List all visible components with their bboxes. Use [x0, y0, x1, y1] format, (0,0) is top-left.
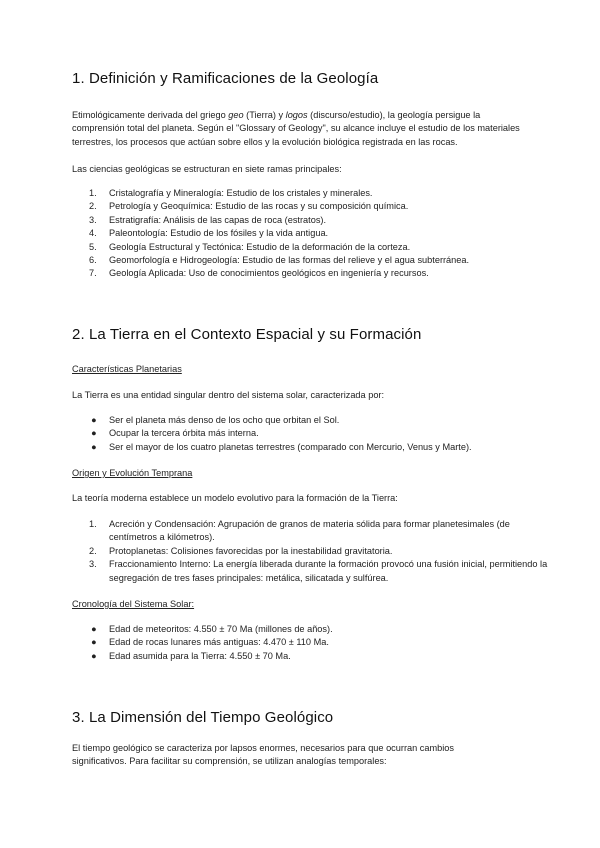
- list-item: [72, 267, 532, 280]
- list-text: Edad asumida para la Tierra: 4.550 ± 70 Ma.: [109, 650, 291, 661]
- list-number: 1.: [89, 188, 97, 198]
- list-number: 2.: [89, 545, 97, 556]
- subheading-chronology: Cronología del Sistema Solar:: [72, 599, 195, 609]
- list-item: [72, 214, 532, 227]
- list-item: [72, 558, 549, 585]
- list-text: Geomorfología e Hidrogeología: Estudio de las formas del relieve y el agua subterránea.: [109, 255, 470, 266]
- list-text: Ser el planeta más denso de los ocho que orbitan el Sol.: [109, 415, 340, 425]
- list-item: [72, 427, 532, 440]
- list-item: [72, 636, 532, 649]
- intro-text-pre: Etimológicamente derivada del griego: [72, 110, 229, 120]
- bullet-icon: ●: [91, 650, 97, 661]
- list-item: [72, 227, 532, 240]
- list-text: Protoplanetas: Colisiones favorecidas por la inestabilidad gravitatoria.: [109, 545, 393, 556]
- subheading-origin: Origen y Evolución Temprana: [72, 468, 193, 478]
- bullet-icon: ●: [91, 637, 97, 648]
- list-item: [72, 650, 532, 663]
- list-text: Ser el mayor de los cuatro planetas terrestres (comparado con Mercurio, Venus y Marte).: [109, 441, 472, 452]
- list-number: 3.: [89, 559, 97, 570]
- intro-term-geo: geo: [228, 110, 244, 120]
- list-text: Fraccionamiento Interno: La energía liberada durante la formación provocó una fusión inicial, permitiendo la segregación de tres fases principales: metálica, silicatada y sulfúrea.: [109, 559, 548, 583]
- list-text: Estratigrafía: Análisis de las capas de roca (estratos).: [109, 214, 327, 225]
- section1-heading: 1. Definición y Ramificaciones de la Geología: [72, 70, 379, 87]
- section3-paragraph-1: El tiempo geológico se caracteriza por lapsos enormes, necesarios para que ocurran cambios significativos. Para facilitar su comprensión, se utilizan analogías temporales:: [72, 743, 454, 767]
- section3-heading: 3. La Dimensión del Tiempo Geológico: [72, 709, 334, 726]
- intro-term-logos: logos: [285, 110, 308, 120]
- list-number: 6.: [89, 255, 97, 266]
- list-text: Acreción y Condensación: Agrupación de granos de materia sólida para formar planetesimales (de centímetros a kilómetros).: [109, 519, 510, 543]
- bullet-icon: ●: [91, 441, 97, 452]
- chronology-bullets: [72, 623, 532, 663]
- bullet-icon: ●: [91, 624, 97, 634]
- subheading-planetary: Características Planetarias: [72, 364, 182, 374]
- bullet-icon: ●: [91, 415, 97, 425]
- section2-paragraph-2: La teoría moderna establece un modelo evolutivo para la formación de la Tierra:: [72, 493, 398, 503]
- list-number: 4.: [89, 228, 97, 239]
- list-item: [72, 545, 514, 558]
- list-item: [72, 623, 532, 636]
- branches-intro: Las ciencias geológicas se estructuran en siete ramas principales:: [72, 164, 342, 174]
- list-text: Cristalografía y Mineralogía: Estudio de los cristales y minerales.: [109, 188, 373, 198]
- branches-list: [72, 187, 532, 281]
- section2-paragraph-1: La Tierra es una entidad singular dentro del sistema solar, caracterizada por:: [72, 390, 385, 400]
- intro-text-mid: (Tierra) y: [243, 110, 286, 120]
- list-text: Edad de rocas lunares más antiguas: 4.470 ± 110 Ma.: [109, 637, 329, 648]
- list-number: 3.: [89, 214, 97, 225]
- formation-steps-list: [72, 518, 549, 585]
- section1-intro-paragraph: [72, 109, 532, 149]
- list-item: [72, 518, 514, 545]
- list-number: 1.: [89, 519, 97, 529]
- list-number: 7.: [89, 268, 97, 279]
- list-text: Ocupar la tercera órbita más interna.: [109, 428, 259, 439]
- list-number: 2.: [89, 201, 97, 212]
- list-item: [72, 254, 532, 267]
- list-text: Edad de meteoritos: 4.550 ± 70 Ma (millones de años).: [109, 624, 333, 634]
- list-item: [72, 241, 532, 254]
- list-number: 5.: [89, 241, 97, 252]
- bullet-icon: ●: [91, 428, 97, 439]
- list-item: [72, 441, 532, 454]
- list-item: [72, 414, 532, 427]
- list-item: [72, 200, 532, 213]
- list-item: [72, 187, 532, 200]
- list-text: Geología Estructural y Tectónica: Estudio de la deformación de la corteza.: [109, 241, 411, 252]
- intro-text-post: (discurso/estudio), la geología persigue la comprensión total del planeta. Según el "Glossary of Geology", su alcance incluye el estudio de los materiales terrestres, los procesos que actúan sobre ellos y la evolución biológica registrada en las rocas.: [72, 110, 520, 147]
- list-text: Petrología y Geoquímica: Estudio de las rocas y su composición química.: [109, 201, 409, 212]
- list-text: Paleontología: Estudio de los fósiles y la vida antigua.: [109, 228, 329, 239]
- planetary-bullets: [72, 414, 532, 454]
- list-text: Geología Aplicada: Uso de conocimientos geológicos en ingeniería y recursos.: [109, 268, 429, 279]
- section2-heading: 2. La Tierra en el Contexto Espacial y su Formación: [72, 326, 422, 343]
